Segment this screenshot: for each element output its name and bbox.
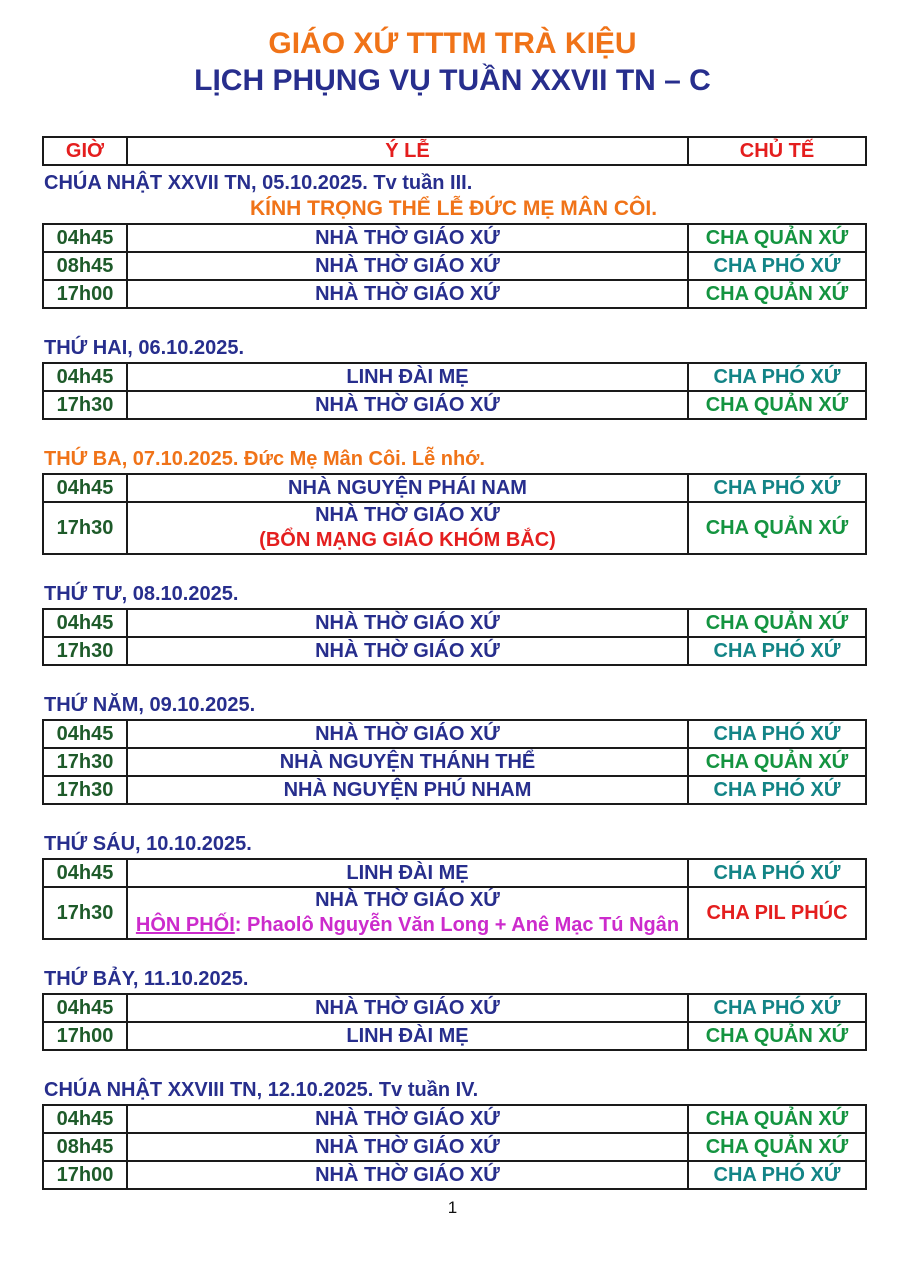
celebrant-cell: CHA PHÓ XỨ xyxy=(688,1161,866,1189)
header-intention-cell: Ý LỄ xyxy=(127,137,688,165)
time-cell: 17h30 xyxy=(43,637,127,665)
venue-cell: NHÀ THỜ GIÁO XỨ xyxy=(127,280,688,308)
time-cell: 04h45 xyxy=(43,859,127,887)
table-row xyxy=(43,391,866,419)
venue-cell: NHÀ THỜ GIÁO XỨ xyxy=(127,609,688,637)
document-header xyxy=(0,0,905,100)
time-cell: 08h45 xyxy=(43,1133,127,1161)
time-cell: 17h00 xyxy=(43,280,127,308)
time-cell: 04h45 xyxy=(43,224,127,252)
day-heading: CHÚA NHẬT XXVII TN, 05.10.2025. Tv tuần III. xyxy=(44,172,473,194)
table-row xyxy=(43,720,866,748)
section-tuesday xyxy=(42,447,865,555)
celebrant-cell: CHA QUẢN XỨ xyxy=(688,1022,866,1050)
venue-cell: NHÀ THỜ GIÁO XỨ xyxy=(127,391,688,419)
page-subtitle: LỊCH PHỤNG VỤ TUẦN XXVII TN – C xyxy=(194,64,711,97)
celebrant-cell: CHA PHÓ XỨ xyxy=(688,637,866,665)
time-cell: 04h45 xyxy=(43,720,127,748)
section-sunday-28 xyxy=(42,1078,865,1190)
table-row xyxy=(43,1105,866,1133)
day-heading: THỨ SÁU, 10.10.2025. xyxy=(44,833,252,855)
table-row xyxy=(43,887,866,939)
schedule-content xyxy=(42,136,865,1190)
venue-cell: NHÀ THỜ GIÁO XỨ xyxy=(127,994,688,1022)
time-cell: 17h30 xyxy=(43,502,127,554)
venue-cell: LINH ĐÀI MẸ xyxy=(127,363,688,391)
venue-cell: NHÀ NGUYỆN PHÁI NAM xyxy=(127,474,688,502)
day-heading: THỨ BA, 07.10.2025. Đức Mẹ Mân Côi. Lễ nhớ. xyxy=(44,448,485,470)
table-row xyxy=(43,859,866,887)
feast-subheading: KÍNH TRỌNG THỂ LỄ ĐỨC MẸ MÂN CÔI. xyxy=(249,197,658,220)
venue-cell: NHÀ THỜ GIÁO XỨ xyxy=(127,1133,688,1161)
venue-cell: NHÀ NGUYỆN THÁNH THỂ xyxy=(127,748,688,776)
celebrant-cell: CHA QUẢN XỨ xyxy=(688,502,866,554)
venue-cell: NHÀ THỜ GIÁO XỨ xyxy=(127,637,688,665)
header-time-cell: GIỜ xyxy=(43,137,127,165)
patron-note-line: (BỔN MẠNG GIÁO KHÓM BẮC) xyxy=(259,529,556,551)
celebrant-cell: CHA QUẢN XỨ xyxy=(688,609,866,637)
schedule-table xyxy=(42,1104,867,1190)
venue-cell: LINH ĐÀI MẸ xyxy=(127,859,688,887)
celebrant-cell: CHA QUẢN XỨ xyxy=(688,280,866,308)
time-cell: 04h45 xyxy=(43,1105,127,1133)
celebrant-cell: CHA QUẢN XỨ xyxy=(688,748,866,776)
time-cell: 17h00 xyxy=(43,1161,127,1189)
header-celebrant-cell: CHỦ TẾ xyxy=(688,137,866,165)
section-wednesday xyxy=(42,582,865,666)
table-row xyxy=(43,224,866,252)
venue-cell xyxy=(127,887,688,939)
celebrant-cell: CHA PHÓ XỨ xyxy=(688,252,866,280)
celebrant-cell: CHA QUẢN XỨ xyxy=(688,1133,866,1161)
table-row xyxy=(43,637,866,665)
venue-cell: NHÀ THỜ GIÁO XỨ xyxy=(127,252,688,280)
table-row xyxy=(43,609,866,637)
time-cell: 17h00 xyxy=(43,1022,127,1050)
schedule-table xyxy=(42,719,867,805)
celebrant-cell: CHA PHÓ XỨ xyxy=(688,363,866,391)
celebrant-cell: CHA QUẢN XỨ xyxy=(688,1105,866,1133)
day-heading: THỨ BẢY, 11.10.2025. xyxy=(44,968,249,990)
table-row xyxy=(43,748,866,776)
celebrant-cell: CHA PHÓ XỨ xyxy=(688,994,866,1022)
table-row xyxy=(43,1022,866,1050)
time-cell: 04h45 xyxy=(43,609,127,637)
page-number: 1 xyxy=(447,1198,458,1217)
day-heading: THỨ NĂM, 09.10.2025. xyxy=(44,694,256,716)
section-sunday-27 xyxy=(42,171,865,309)
venue-line: NHÀ THỜ GIÁO XỨ xyxy=(315,889,500,911)
venue-cell: NHÀ THỜ GIÁO XỨ xyxy=(127,1105,688,1133)
celebrant-cell: CHA PHÓ XỨ xyxy=(688,859,866,887)
schedule-table xyxy=(42,608,867,666)
venue-cell: LINH ĐÀI MẸ xyxy=(127,1022,688,1050)
time-cell: 17h30 xyxy=(43,748,127,776)
celebrant-cell: CHA PHÓ XỨ xyxy=(688,776,866,804)
wedding-note-label: HÔN PHỐI xyxy=(135,914,235,936)
time-cell: 17h30 xyxy=(43,391,127,419)
day-heading: THỨ HAI, 06.10.2025. xyxy=(44,337,245,359)
section-thursday xyxy=(42,693,865,805)
venue-cell xyxy=(127,502,688,554)
venue-line: NHÀ THỜ GIÁO XỨ xyxy=(315,504,500,526)
time-cell: 17h30 xyxy=(43,776,127,804)
venue-cell: NHÀ NGUYỆN PHÚ NHAM xyxy=(127,776,688,804)
time-cell: 17h30 xyxy=(43,887,127,939)
celebrant-cell: CHA QUẢN XỨ xyxy=(688,224,866,252)
section-friday xyxy=(42,832,865,940)
celebrant-cell: CHA PHÓ XỨ xyxy=(688,720,866,748)
table-row xyxy=(43,363,866,391)
venue-cell: NHÀ THỜ GIÁO XỨ xyxy=(127,1161,688,1189)
table-row xyxy=(43,252,866,280)
day-heading: THỨ TƯ, 08.10.2025. xyxy=(44,583,239,605)
column-header-row xyxy=(43,137,866,165)
wedding-note-names: : Phaolô Nguyễn Văn Long + Anê Mạc Tú Ngân xyxy=(234,914,680,936)
time-cell: 08h45 xyxy=(43,252,127,280)
schedule-table xyxy=(42,473,867,555)
page-title: GIÁO XỨ TTTM TRÀ KIỆU xyxy=(268,27,637,60)
schedule-table xyxy=(42,858,867,940)
venue-cell: NHÀ THỜ GIÁO XỨ xyxy=(127,720,688,748)
time-cell: 04h45 xyxy=(43,474,127,502)
table-row xyxy=(43,994,866,1022)
schedule-table xyxy=(42,362,867,420)
celebrant-cell: CHA QUẢN XỨ xyxy=(688,391,866,419)
section-saturday xyxy=(42,967,865,1051)
schedule-table xyxy=(42,993,867,1051)
column-header-table xyxy=(42,136,867,166)
venue-cell: NHÀ THỜ GIÁO XỨ xyxy=(127,224,688,252)
schedule-table xyxy=(42,223,867,309)
section-monday xyxy=(42,336,865,420)
table-row xyxy=(43,1133,866,1161)
day-heading: CHÚA NHẬT XXVIII TN, 12.10.2025. Tv tuần IV. xyxy=(44,1079,479,1101)
table-row xyxy=(43,502,866,554)
table-row xyxy=(43,1161,866,1189)
table-row xyxy=(43,280,866,308)
time-cell: 04h45 xyxy=(43,994,127,1022)
celebrant-cell: CHA PHÓ XỨ xyxy=(688,474,866,502)
table-row xyxy=(43,474,866,502)
celebrant-cell: CHA PIL PHÚC xyxy=(688,887,866,939)
wedding-note-line xyxy=(130,913,685,938)
time-cell: 04h45 xyxy=(43,363,127,391)
table-row xyxy=(43,776,866,804)
